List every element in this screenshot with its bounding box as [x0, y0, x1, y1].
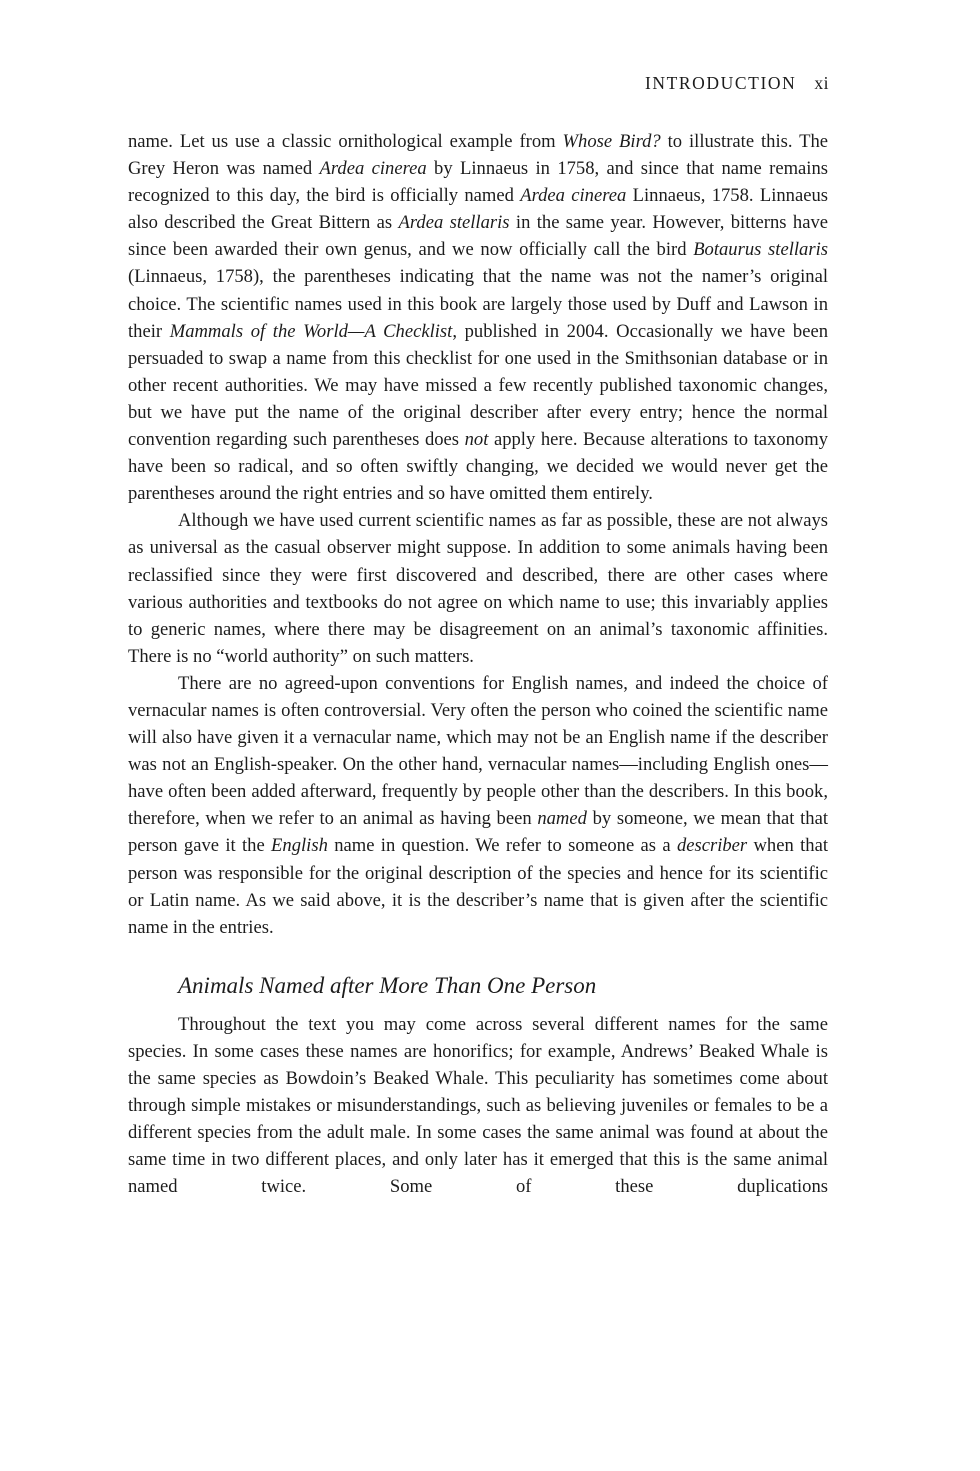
paragraph-1 — [128, 128, 828, 507]
text-run: Although we have used current scientific names as far as possible, these are not always as universal as the casual observer might suppose. In addition to some animals having been reclassified since they were first discovered and described, there are other cases where various authorities and textbooks do not agree on which name to use; this invariably applies to generic names, where there may be disagreement on an animal’s taxonomic affinities. There is no “world authority” on such matters. — [128, 510, 828, 667]
italic-text: Whose Bird? — [562, 131, 661, 152]
italic-text: Botaurus stellaris — [693, 239, 828, 261]
text-run: when that person was responsible for the original description of the species and hence for its scientific or Latin name. As we said above, it is the describer’s name that is given after the scientific name in the entries. — [128, 835, 828, 938]
text-run: , published in 2004. Occasionally we have been persuaded to swap a name from this checklist for one used in the Smithsonian database or in other recent authorities. We may have missed a few recently published taxonomic changes, but we have put the name of the original describer after every entry; hence the normal convention regarding such parentheses does — [128, 320, 828, 451]
text-run: to illustrate this. The Grey Heron was named — [128, 131, 828, 180]
text-run: Throughout the text you may come across several different names for the same species. In some cases these names are honorifics; for example, Andrews’ Beaked Whale is the same species as Bowdoin’s Beaked Whale. This peculiarity has sometimes come about through simple mistakes or misunderstandings, such as believing juveniles or females to be a different species from the adult male. In some cases the same animal was found at about the same time in two different places, and only later has it emerged that this is the same animal named twice. Some of these duplications — [128, 1013, 828, 1198]
italic-text: Ardea cinerea — [520, 185, 627, 207]
running-head — [645, 70, 829, 96]
paragraph-4 — [128, 1011, 828, 1201]
section-heading: Animals Named after More Than One Person — [178, 972, 597, 998]
text-run: name. Let us use a classic ornithological example from — [128, 131, 563, 152]
text-run: (Linnaeus, 1758), the parentheses indicating that the name was not the namer’s original choice. The scientific names used in this book are largely those used by Duff and Lawson in their — [128, 266, 828, 342]
italic-text: not — [464, 429, 489, 451]
text-run: by Linnaeus in 1758, and since that name remains recognized to this day, the bird is officially named — [128, 158, 828, 207]
italic-text: Mammals of the World—A Checklist — [169, 320, 453, 342]
running-head-section: INTRODUCTION — [644, 73, 797, 93]
text-run: in the same year. However, bitterns have since been awarded their own genus, and we now officially call the bird — [128, 212, 828, 261]
body-text — [128, 128, 828, 1200]
italic-text: Ardea cinerea — [319, 158, 427, 180]
text-run: by someone, we mean that that person gave it the — [128, 808, 828, 857]
text-run: Linnaeus, 1758. Linnaeus also described the Great Bittern as — [128, 185, 828, 234]
page-number: xi — [814, 73, 829, 93]
text-run: apply here. Because alterations to taxonomy have been so radical, and so often swiftly changing, we decided we would never get the parentheses around the right entries and so have omitted them entirely. — [128, 429, 828, 505]
paragraph-3 — [128, 670, 828, 941]
italic-text: English — [271, 835, 328, 857]
text-run: There are no agreed-upon conventions for English names, and indeed the choice of vernacular names is often controversial. Very often the person who coined the scientific name will also have given it a vernacular name, which may not be an English name if the describer was not an English-speaker. On the other hand, vernacular names—including English ones—have often been added afterward, frequently by people other than the describers. In this book, therefore, when we refer to an animal as having been — [128, 672, 828, 830]
text-run: name in question. We refer to someone as a — [327, 835, 677, 857]
italic-text: named — [537, 808, 587, 830]
italic-text: Ardea stellaris — [398, 212, 510, 234]
italic-text: describer — [676, 835, 748, 857]
paragraph-2 — [128, 507, 828, 670]
